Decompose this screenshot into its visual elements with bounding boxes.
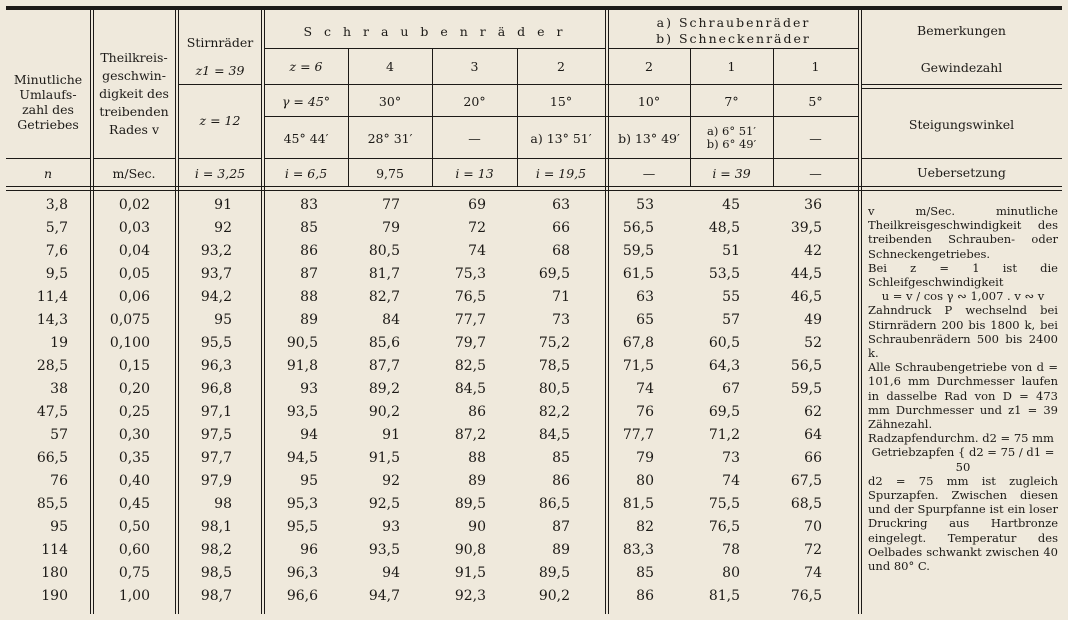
hrule (264, 84, 859, 85)
table-cell: 85 (300, 220, 318, 236)
table-cell: 95 (214, 312, 232, 328)
table-cell: 79 (382, 220, 400, 236)
table-cell: 98,1 (200, 519, 232, 535)
table-cell: 67,5 (790, 473, 822, 489)
note-8: d2 = 75 mm ist zugleich Spurzapfen. Zwischen diesen und der Spurpfanne ist ein loser Druckring aus Hartbronze eingelegt. Temperatur des Oelbades schwankt zwischen 40 und 80° C. (868, 473, 1058, 574)
hrule (264, 158, 859, 159)
angle-cell: 45° 44′ (283, 130, 329, 146)
table-cell: 96,3 (286, 565, 318, 581)
table-cell: 69,5 (538, 266, 570, 282)
table-cell: 96,8 (200, 381, 232, 397)
note-2: Bei z = 1 ist die Schleifgeschwindigkeit (868, 260, 1058, 290)
table-cell: 97,9 (200, 473, 232, 489)
table-cell: 0,20 (118, 381, 150, 397)
table-cell: 93,2 (200, 243, 232, 259)
table-cell: 71,5 (622, 358, 654, 374)
i-cell: i = 39 (712, 165, 751, 181)
table-cell: 89,5 (538, 565, 570, 581)
table-cell: 92,5 (368, 496, 400, 512)
table-cell: 63 (636, 289, 654, 305)
group-b: b) Schneckenräder (656, 30, 811, 46)
hrule (264, 48, 606, 49)
header-bemerkungen: Bemerkungen (917, 22, 1006, 38)
table-cell: 84 (382, 312, 400, 328)
table-cell: 56,5 (622, 220, 654, 236)
table-cell: 0,25 (118, 404, 150, 420)
table-cell: 95,5 (286, 519, 318, 535)
table-cell: 86 (468, 404, 486, 420)
hrule (861, 158, 1062, 159)
table-cell: 7,6 (45, 243, 68, 259)
group-a: a) Schraubenräder (656, 14, 811, 30)
table-cell: 86,5 (538, 496, 570, 512)
table-cell: 190 (41, 588, 68, 604)
table-cell: 55 (722, 289, 740, 305)
note-7: Getriebzapfen { d2 = 75 / d1 = 50 (871, 445, 1055, 474)
table-cell: 0,75 (118, 565, 150, 581)
table-cell: 0,50 (118, 519, 150, 535)
table-cell: 67 (722, 381, 740, 397)
gamma-cell: 7° (724, 93, 739, 109)
table-cell: 87 (552, 519, 570, 535)
i-cell: — (809, 165, 822, 181)
table-cell: 14,3 (36, 312, 68, 328)
table-cell: 92,3 (454, 588, 486, 604)
angle-cell: a) 13° 51′ (530, 130, 592, 146)
table-cell: 76 (636, 404, 654, 420)
table-cell: 72 (468, 220, 486, 236)
table-cell: 59,5 (790, 381, 822, 397)
header-line: digkeit des (99, 86, 169, 101)
z-cell: z = 6 (289, 58, 323, 74)
z-cell: 2 (645, 58, 653, 74)
table-cell: 94,7 (368, 588, 400, 604)
angle-cell: b) 13° 49′ (618, 130, 680, 146)
angle-cell: — (468, 130, 481, 146)
gamma-cell: 15° (549, 93, 573, 109)
table-cell: 89 (300, 312, 318, 328)
table-cell: 64 (804, 427, 822, 443)
z-cell: 3 (470, 58, 479, 74)
header-line: Minutliche (13, 72, 83, 87)
header-col1-symbol: n (43, 165, 53, 181)
angle-cell: 28° 31′ (367, 130, 413, 146)
z-cell: 1 (727, 58, 736, 74)
table-cell: 78,5 (538, 358, 570, 374)
table-cell: 77 (382, 197, 400, 213)
table-cell: 76,5 (790, 588, 822, 604)
table-cell: 95,5 (200, 335, 232, 351)
z-cell: 4 (386, 58, 394, 74)
gamma-cell: 30° (378, 93, 402, 109)
table-cell: 77,7 (622, 427, 654, 443)
table-cell: 81,7 (368, 266, 400, 282)
table-cell: 80,5 (368, 243, 400, 259)
table-cell: 75,2 (538, 335, 570, 351)
table-cell: 3,8 (45, 197, 68, 213)
header-col2-unit: m/Sec. (112, 165, 156, 181)
table-cell: 97,5 (200, 427, 232, 443)
header-col2 (93, 30, 175, 158)
table-cell: 79,7 (454, 335, 486, 351)
table-cell: 74 (722, 473, 740, 489)
table-cell: 96 (300, 542, 318, 558)
table-cell: 82,7 (368, 289, 400, 305)
table-cell: 51 (722, 243, 740, 259)
table-cell: 82,2 (538, 404, 570, 420)
header-line: zahl des (22, 102, 74, 117)
table-cell: 91,5 (368, 450, 400, 466)
table-cell: 44,5 (790, 266, 822, 282)
table-cell: 65 (636, 312, 654, 328)
table-cell: 57 (722, 312, 740, 328)
notes-block (868, 204, 1058, 573)
note-4: Zahndruck P wechselnd bei Stirnrädern 200 bis 1800 k, bei Schraubenrädern 500 bis 2400 k. (868, 303, 1058, 361)
table-cell: 77,7 (454, 312, 486, 328)
table-cell: 0,02 (118, 197, 150, 213)
header-gewindezahl: Gewindezahl (920, 59, 1003, 75)
i-cell: 9,75 (376, 165, 404, 181)
hrule (861, 88, 1062, 89)
table-cell: 91,5 (454, 565, 486, 581)
table-cell: 48,5 (708, 220, 740, 236)
table-cell: 76,5 (454, 289, 486, 305)
table-cell: 47,5 (36, 404, 68, 420)
header-bottom-rule (6, 186, 1062, 187)
table-cell: 38 (50, 381, 68, 397)
table-cell: 85 (552, 450, 570, 466)
table-cell: 94,5 (286, 450, 318, 466)
table-cell: 0,04 (118, 243, 150, 259)
header-stirn-z: z = 12 (199, 112, 241, 128)
table-cell: 0,60 (118, 542, 150, 558)
table-cell: 62 (804, 404, 822, 420)
gamma-cell: 10° (637, 93, 661, 109)
table-cell: 66 (552, 220, 570, 236)
table-cell: 81,5 (708, 588, 740, 604)
table-cell: 85,5 (36, 496, 68, 512)
table-cell: 94,2 (200, 289, 232, 305)
header-line: Theilkreis- (100, 50, 168, 65)
i-cell: — (642, 165, 656, 181)
table-cell: 97,1 (200, 404, 232, 420)
table-cell: 0,100 (109, 335, 150, 351)
table-cell: 87 (300, 266, 318, 282)
i-cell: i = 13 (455, 165, 494, 181)
i-cell: i = 19,5 (535, 165, 587, 181)
hrule (608, 48, 859, 49)
table-cell: 76 (50, 473, 68, 489)
table-cell: 28,5 (36, 358, 68, 374)
table-cell: 91 (382, 427, 400, 443)
table-cell: 86 (636, 588, 654, 604)
table-cell: 46,5 (790, 289, 822, 305)
table-cell: 82 (636, 519, 654, 535)
header-col1 (6, 52, 90, 152)
table-cell: 89 (468, 473, 486, 489)
table-cell: 86 (552, 473, 570, 489)
table-cell: 0,30 (118, 427, 150, 443)
table-cell: 89,5 (454, 496, 486, 512)
hrule (178, 84, 262, 85)
table-cell: 1,00 (118, 588, 150, 604)
table-cell: 71,2 (708, 427, 740, 443)
table-cell: 74 (804, 565, 822, 581)
table-cell: 114 (41, 542, 68, 558)
table-cell: 68,5 (790, 496, 822, 512)
table-cell: 88 (300, 289, 318, 305)
table-cell: 75,5 (708, 496, 740, 512)
gamma-cell: γ = 45° (281, 93, 331, 109)
header-uebersetzung: Uebersetzung (917, 164, 1006, 180)
table-cell: 91 (214, 197, 232, 213)
table-cell: 90,5 (286, 335, 318, 351)
table-cell: 60,5 (708, 335, 740, 351)
table-cell: 92 (382, 473, 400, 489)
table-cell: 57 (50, 427, 68, 443)
hrule (264, 116, 859, 117)
group-schraubenraeder: S c h r a u b e n r ä d e r (303, 23, 567, 39)
table-cell: 80 (722, 565, 740, 581)
table-cell: 90,2 (538, 588, 570, 604)
col-rule (858, 10, 859, 614)
table-cell: 93 (382, 519, 400, 535)
table-cell: 78 (722, 542, 740, 558)
table-cell: 56,5 (790, 358, 822, 374)
header-stirn-z1: z1 = 39 (195, 62, 245, 78)
table-cell: 96,6 (286, 588, 318, 604)
table-cell: 98,7 (200, 588, 232, 604)
angle-line: b) 6° 49′ (706, 137, 757, 151)
table-cell: 93,5 (368, 542, 400, 558)
angle-line: a) 6° 51′ (707, 124, 756, 138)
table-cell: 84,5 (454, 381, 486, 397)
table-cell: 45 (722, 197, 740, 213)
table-cell: 83 (300, 197, 318, 213)
gamma-cell: 20° (463, 93, 486, 109)
table-cell: 0,15 (118, 358, 150, 374)
angle-cell (690, 118, 773, 158)
z-cell: 1 (811, 58, 820, 74)
header-line: Getriebes (17, 117, 79, 132)
header-stirn-i: i = 3,25 (194, 165, 246, 181)
table-cell: 53 (636, 197, 654, 213)
table-cell: 93,7 (200, 266, 232, 282)
table-cell: 68 (552, 243, 570, 259)
table-cell: 90,8 (454, 542, 486, 558)
header-line: Umlaufs- (19, 87, 77, 102)
table-cell: 11,4 (36, 289, 68, 305)
angle-cell: — (809, 130, 822, 146)
table-cell: 94 (300, 427, 318, 443)
table-cell: 74 (636, 381, 654, 397)
table-cell: 93 (300, 381, 318, 397)
table-cell: 36 (804, 197, 822, 213)
table-cell: 0,03 (118, 220, 150, 236)
table-cell: 71 (552, 289, 570, 305)
table-cell: 63 (552, 197, 570, 213)
note-3: u = v / cos γ ∾ 1,007 . v ∾ v (881, 289, 1045, 304)
hrule (93, 158, 175, 159)
table-cell: 74 (468, 243, 486, 259)
table-cell: 93,5 (286, 404, 318, 420)
header-line: treibenden (99, 104, 169, 119)
table-cell: 82,5 (454, 358, 486, 374)
table-cell: 69,5 (708, 404, 740, 420)
table-cell: 64,3 (708, 358, 740, 374)
table-cell: 76,5 (708, 519, 740, 535)
note-5: Alle Schraubengetriebe von d = 101,6 mm Durchmesser laufen in dasselbe Rad von D = 473 mm Durchmesser und z1 = 39 Zähnezahl. (868, 360, 1058, 432)
table-cell: 0,35 (118, 450, 150, 466)
table-cell: 9,5 (45, 266, 68, 282)
table-cell: 19 (50, 335, 68, 351)
table-cell: 87,2 (454, 427, 486, 443)
table-cell: 86 (300, 243, 318, 259)
table-cell: 80 (636, 473, 654, 489)
table-cell: 92 (214, 220, 232, 236)
table-cell: 70 (804, 519, 822, 535)
table-cell: 84,5 (538, 427, 570, 443)
header-line: geschwin- (102, 68, 166, 83)
table-cell: 87,7 (368, 358, 400, 374)
table-cell: 5,7 (45, 220, 68, 236)
table-cell: 98,5 (200, 565, 232, 581)
table-cell: 80,5 (538, 381, 570, 397)
i-cell: i = 6,5 (284, 165, 328, 181)
table-cell: 53,5 (708, 266, 740, 282)
table-cell: 0,05 (118, 266, 150, 282)
table-cell: 90,2 (368, 404, 400, 420)
hrule (861, 84, 1062, 85)
table-cell: 73 (722, 450, 740, 466)
z-cell: 2 (557, 58, 565, 74)
table-cell: 97,7 (200, 450, 232, 466)
table-cell: 180 (41, 565, 68, 581)
table-cell: 91,8 (286, 358, 318, 374)
table-cell: 89 (552, 542, 570, 558)
table-cell: 67,8 (622, 335, 654, 351)
table-cell: 90 (468, 519, 486, 535)
hrule (6, 158, 90, 159)
table-cell: 0,06 (118, 289, 150, 305)
table-cell: 69 (468, 197, 486, 213)
table-cell: 81,5 (622, 496, 654, 512)
table-cell: 79 (636, 450, 654, 466)
table-cell: 85 (636, 565, 654, 581)
table-cell: 98 (214, 496, 232, 512)
table-cell: 73 (552, 312, 570, 328)
table-cell: 52 (804, 335, 822, 351)
table-cell: 95 (300, 473, 318, 489)
table-cell: 42 (804, 243, 822, 259)
table-cell: 59,5 (622, 243, 654, 259)
table-cell: 66,5 (36, 450, 68, 466)
table-cell: 95 (50, 519, 68, 535)
table-cell: 88 (468, 450, 486, 466)
table-cell: 49 (804, 312, 822, 328)
header-stirn: Stirnräder (186, 34, 254, 50)
table-cell: 89,2 (368, 381, 400, 397)
gamma-cell: 5° (808, 93, 823, 109)
table-cell: 72 (804, 542, 822, 558)
note-1: v m/Sec. minutliche Theilkreisgeschwindigkeit des treibenden Schrauben- oder Schneckengetriebes. (868, 204, 1058, 261)
table-cell: 39,5 (790, 220, 822, 236)
table-cell: 0,45 (118, 496, 150, 512)
header-steigungswinkel: Steigungswinkel (908, 116, 1015, 132)
table-cell: 61,5 (622, 266, 654, 282)
table-cell: 0,40 (118, 473, 150, 489)
table-cell: 96,3 (200, 358, 232, 374)
table-cell: 85,6 (368, 335, 400, 351)
table-cell: 83,3 (622, 542, 654, 558)
table-cell: 75,3 (454, 266, 486, 282)
note-6: Radzapfendurchm. d2 = 75 mm (868, 431, 1054, 446)
table-cell: 0,075 (109, 312, 150, 328)
table-cell: 94 (382, 565, 400, 581)
header-bottom-rule-2 (6, 190, 1062, 191)
table-cell: 66 (804, 450, 822, 466)
table-cell: 98,2 (200, 542, 232, 558)
table-cell: 95,3 (286, 496, 318, 512)
hrule (178, 158, 262, 159)
header-line: Rades v (109, 122, 159, 137)
